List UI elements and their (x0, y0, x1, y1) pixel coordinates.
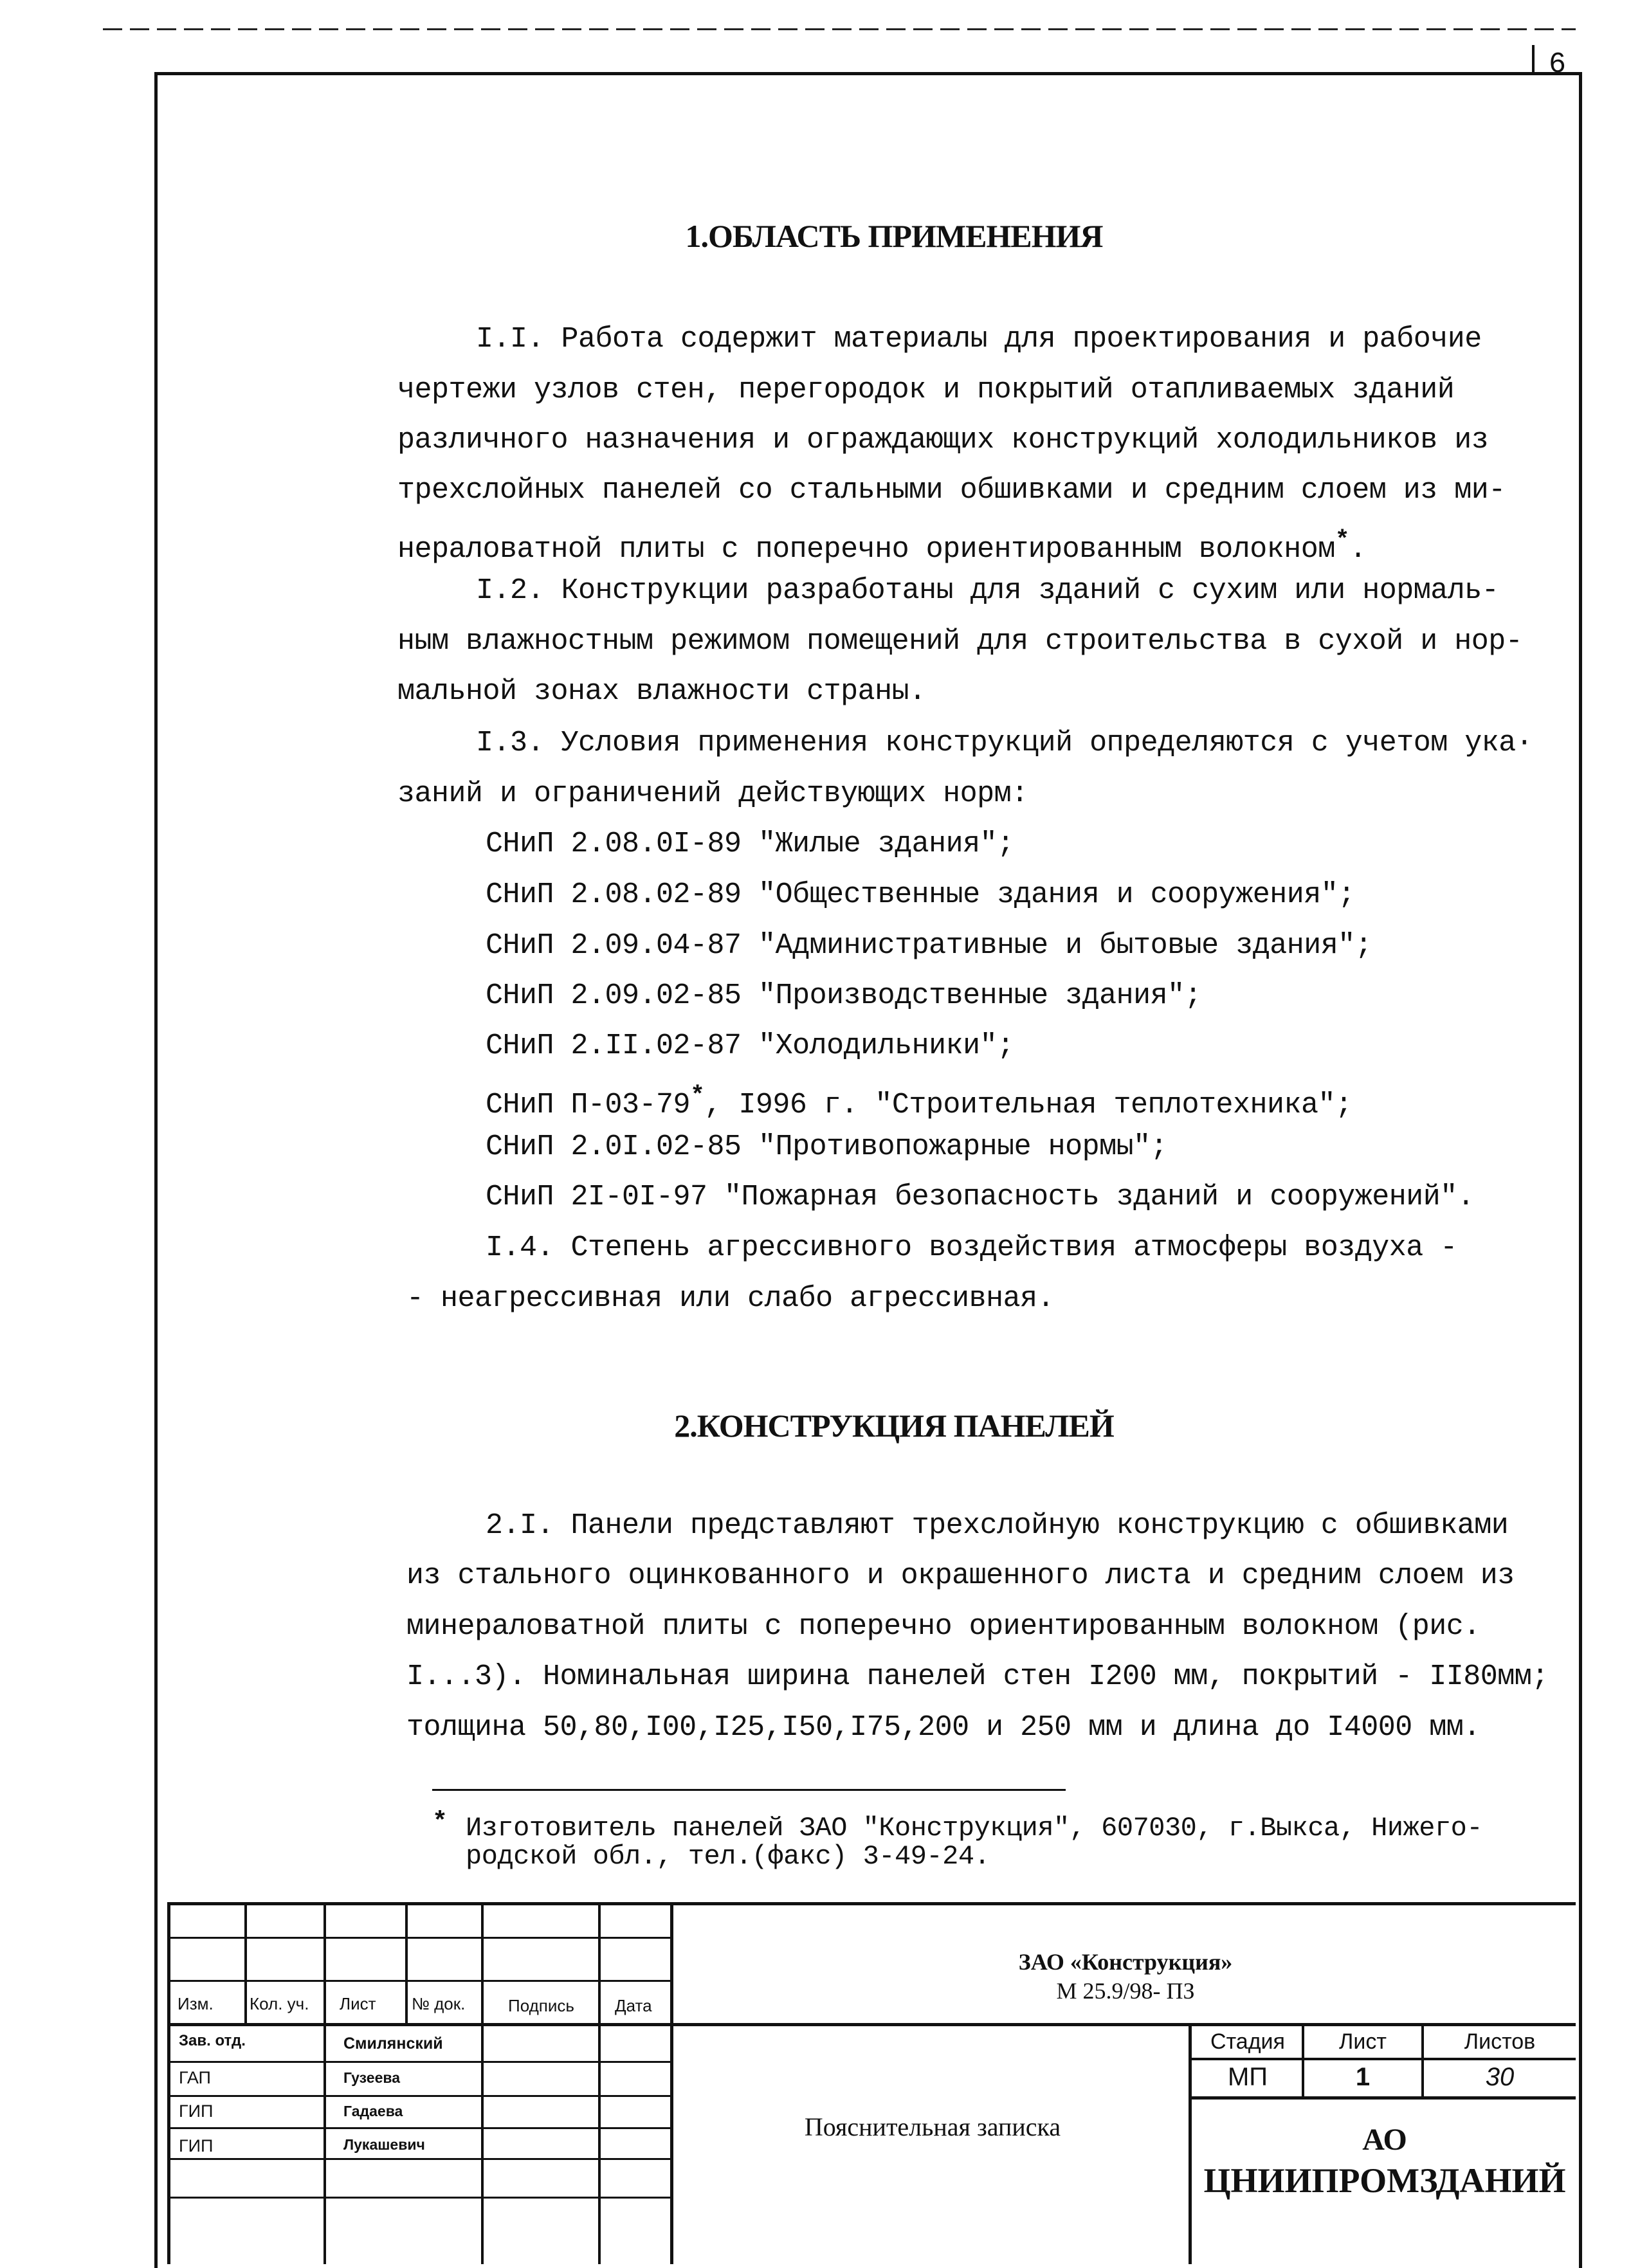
paragraph-line: I.I. Работа содержит материалы для проектирования и рабочие (476, 323, 1482, 356)
paragraph-line: чертежи узлов стен, перегородок и покрытий отапливаемых зданий (397, 374, 1455, 406)
grid-line (1189, 2058, 1576, 2060)
grid-line (167, 1980, 672, 1982)
paragraph-line: минераловатной плиты с поперечно ориентированным волокном (рис. (406, 1610, 1481, 1643)
grid-line (481, 1902, 484, 2264)
document-code: М 25.9/98- ПЗ (1056, 1978, 1195, 2004)
role-cell: ГАП (179, 2068, 211, 2087)
paragraph-line: - неагрессивная или слабо агрессивная. (406, 1282, 1055, 1315)
header-izm: Изм. (178, 1994, 214, 2013)
paragraph-line: I.4. Степень агрессивного воздействия атмосферы воздуха - (486, 1231, 1457, 1264)
footnote-asterisk: * (432, 1808, 448, 1837)
sheets-value: 30 (1485, 2063, 1515, 2091)
role-cell: ГИП (179, 2101, 214, 2121)
norm-item: СНиП 2I-0I-97 "Пожарная безопасность зданий и сооружений". (486, 1181, 1475, 1213)
grid-line (167, 1937, 672, 1939)
paragraph-line: ным влажностным режимом помещений для строительства в сухой и нор- (397, 625, 1523, 658)
section-2-heading: 2.КОНСТРУКЦИЯ ПАНЕЛЕЙ (674, 1408, 1114, 1444)
norm-title: , I996 г. "Строительная теплотехника"; (704, 1089, 1353, 1121)
name-cell: Смилянский (343, 2035, 443, 2053)
top-dashed-rule (103, 28, 1576, 30)
grid-line (167, 2158, 672, 2160)
paragraph-line: I...3). Номинальная ширина панелей стен I200 мм, покрытий - II80мм; (406, 1660, 1549, 1693)
paragraph-line (397, 526, 1367, 564)
footnote-rule (432, 1789, 1066, 1791)
name-cell: Гадаева (343, 2103, 403, 2119)
name-cell: Лукашевич (343, 2136, 425, 2153)
title-block-left-edge (167, 1902, 170, 2264)
company-name-line2: ЦНИИПРОМЗДАНИЙ (1203, 2161, 1566, 2200)
grid-line (167, 2061, 672, 2063)
sentence-end: . (1349, 533, 1367, 566)
organization-name: ЗАО «Конструкция» (1018, 1949, 1233, 1975)
section-1-heading: 1.ОБЛАСТЬ ПРИМЕНЕНИЯ (685, 218, 1103, 254)
grid-line (167, 2127, 672, 2129)
norm-item: СНиП 2.II.02-87 "Холодильники"; (486, 1030, 1014, 1062)
paragraph-line: мальной зонах влажности страны. (397, 675, 926, 708)
page-number-divider (1532, 45, 1535, 75)
paragraph-line: толщина 50,80,I00,I25,I50,I75,200 и 250 мм и длина до I4000 мм. (406, 1711, 1481, 1744)
grid-line (167, 2197, 672, 2199)
paragraph-line: I.3. Условия применения конструкций определяются с учетом ука· (476, 727, 1533, 759)
norm-item (486, 1082, 1353, 1120)
paragraph-line: I.2. Конструкции разработаны для зданий с сухим или нормаль- (476, 574, 1499, 607)
header-kol-uch: Кол. уч. (250, 1994, 309, 2013)
role-cell: ГИП (179, 2136, 214, 2155)
paragraph-line: различного назначения и ограждающих конструкций холодильников из (397, 424, 1489, 457)
grid-line (167, 2023, 1576, 2026)
header-list: Лист (340, 1994, 376, 2013)
grid-line (670, 1902, 673, 2264)
footnote-marker: * (1335, 527, 1350, 554)
norm-item: СНиП 2.0I.02-85 "Противопожарные нормы"; (486, 1130, 1168, 1163)
header-date: Дата (615, 1996, 652, 2015)
norm-item: СНиП 2.09.04-87 "Административные и бытовые здания"; (486, 929, 1372, 962)
sheet-label: Лист (1339, 2029, 1387, 2054)
footnote-line: родской обл., тел.(факс) 3-49-24. (466, 1841, 990, 1872)
page-number: 6 (1549, 48, 1566, 81)
paragraph-line-text: нераловатной плиты с поперечно ориентированным волокном (397, 533, 1335, 566)
sheets-label: Листов (1464, 2029, 1536, 2054)
document-name: Пояснительная записка (804, 2112, 1061, 2141)
grid-line (167, 2095, 672, 2097)
norm-code: СНиП П-03-79 (486, 1089, 691, 1121)
stage-value: МП (1227, 2063, 1268, 2091)
role-cell: Зав. отд. (179, 2032, 246, 2049)
paragraph-line: 2.I. Панели представляют трехслойную конструкцию с обшивками (486, 1509, 1509, 1542)
footnote-line: Изготовитель панелей ЗАО "Конструкция", 607030, г.Выкса, Нижего- (466, 1813, 1483, 1844)
header-doc-number: № док. (412, 1994, 466, 2013)
norm-asterisk: * (690, 1082, 705, 1110)
grid-line (598, 1902, 601, 2264)
name-cell: Гузеева (343, 2069, 400, 2086)
norm-item: СНиП 2.09.02-85 "Производственные здания"; (486, 979, 1202, 1012)
grid-line (405, 1902, 408, 2023)
paragraph-line: из стального оцинкованного и окрашенного листа и средним слоем из (406, 1559, 1515, 1592)
paragraph-line: заний и ограничений действующих норм: (397, 777, 1028, 810)
grid-line (244, 1902, 247, 2023)
norm-item: СНиП 2.08.02-89 "Общественные здания и сооружения"; (486, 878, 1355, 911)
stage-label: Стадия (1210, 2029, 1285, 2054)
header-signature: Подпись (508, 1996, 574, 2015)
company-name-line1: АО (1362, 2123, 1407, 2157)
sheet-value: 1 (1355, 2063, 1371, 2091)
grid-line (1189, 2096, 1576, 2100)
norm-item: СНиП 2.08.0I-89 "Жилые здания"; (486, 828, 1014, 860)
paragraph-line: трехслойных панелей со стальными обшивками и средним слоем из ми- (397, 474, 1506, 507)
title-block-top-border (167, 1902, 1576, 1905)
grid-line (323, 1902, 326, 2264)
